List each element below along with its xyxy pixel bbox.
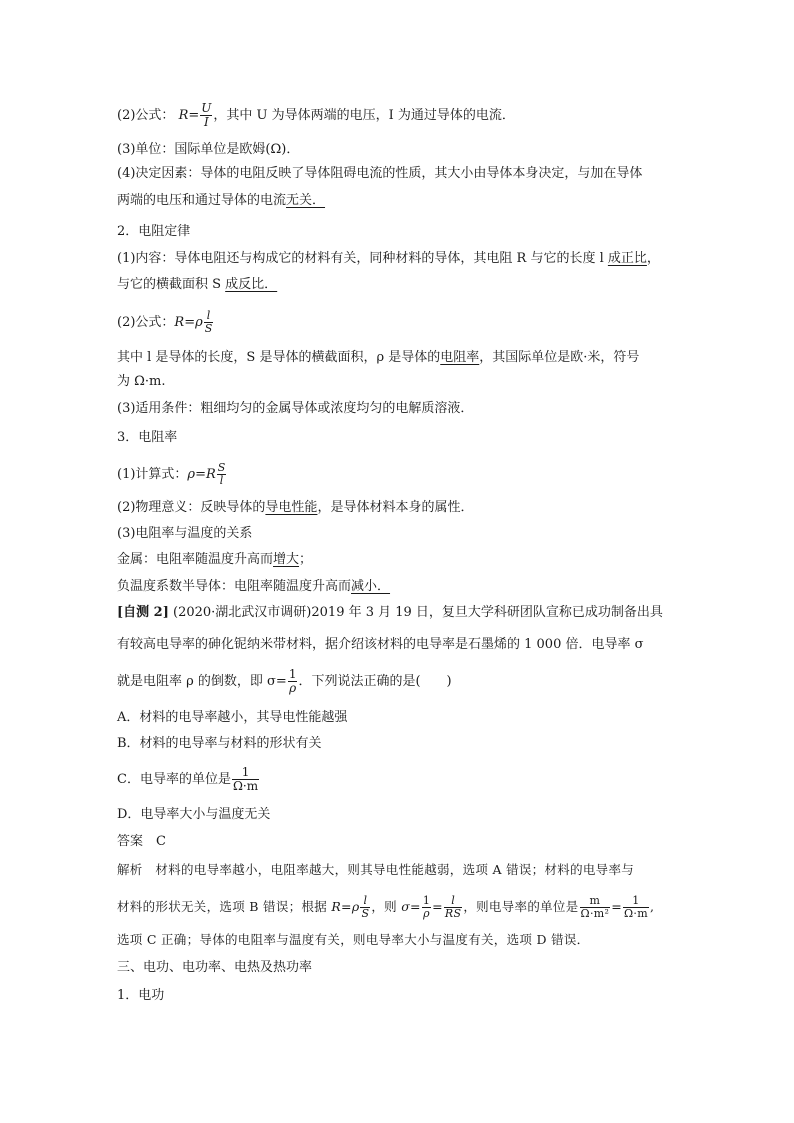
option-d: D．电导率大小与温度无关 xyxy=(117,807,271,822)
law-text: (1)内容：导体电阻还与构成它的材料有关，同种材料的导体，其电阻 R 与它的长度 l xyxy=(117,251,608,266)
underlined-answer: 成正比 xyxy=(607,251,647,266)
semi-text: 负温度系数半导体：电阻率随温度升高而 xyxy=(117,579,352,594)
self-test-line-3 xyxy=(117,668,452,695)
metal-text: ； xyxy=(299,552,313,567)
underlined-answer: 无关． xyxy=(286,193,326,208)
chapter-heading: 三、电功、电功率、电热及热功率 xyxy=(117,960,313,975)
formula-desc: ，其中 U 为导体两端的电压，I 为通过导体的电流． xyxy=(213,108,515,123)
underlined-answer: 导电性能 xyxy=(265,500,318,515)
fraction-l-over-s: $\frac{l}{S}$ xyxy=(204,309,213,335)
subsection-heading: 1．电功 xyxy=(117,988,165,1003)
temperature-relation-line: (3)电阻率与温度的关系 xyxy=(117,526,253,541)
underlined-answer: 电阻率 xyxy=(440,350,480,365)
metal-line xyxy=(117,550,312,570)
question-text: (2020·湖北武汉市调研)2019 年 3 月 19 日，复旦大学科研团队宣称已成功制备出具 xyxy=(173,605,663,620)
analysis-text: 材料的形状无关，选项 B 错误；根据 xyxy=(117,899,332,914)
physical-meaning-line xyxy=(117,498,473,518)
law-formula-line: (2)公式：R=ρ $\frac{l}{S}$ xyxy=(117,309,213,335)
factor-line-1: (4)决定因素：导体的电阻反映了导体阻碍电流的性质，其大小由导体本身决定，与加在导体 xyxy=(117,166,643,181)
meaning-text: (2)物理意义：反映导体的 xyxy=(117,500,266,515)
law-content-line-1 xyxy=(117,249,660,269)
self-test-line-2: 有较高电导率的砷化铌纳米带材料，据介绍该材料的电导率是石墨烯的 1 000 倍．电导率 σ xyxy=(117,637,644,652)
fraction-1-over-om: $\frac{1}{\Omega\cdot m}$ xyxy=(623,894,648,920)
unit-line: (3)单位：国际单位是欧姆(Ω)． xyxy=(117,142,300,157)
law-content-line-2 xyxy=(117,275,277,295)
underlined-answer: 成反比． xyxy=(225,277,278,292)
meaning-text: ，是导体材料本身的属性． xyxy=(317,500,474,515)
analysis-line-3: 选项 C 正确；导体的电阻率与温度有关，则电导率大小与温度有关，选项 D 错误． xyxy=(117,932,590,947)
explain-text: ，其国际单位是欧·米，符号 xyxy=(479,350,640,365)
section-heading-3: 3．电阻率 xyxy=(117,430,178,445)
fraction-unit: $\frac{1}{\Omega\cdot m}$ xyxy=(232,765,259,793)
option-a: A．材料的电导率越小，其导电性能越强 xyxy=(117,710,348,725)
option-c xyxy=(117,766,260,793)
underlined-answer: 增大 xyxy=(273,552,300,567)
factor-text: 两端的电压和通过导体的电流 xyxy=(117,193,287,208)
applicable-condition-line: (3)适用条件：粗细均匀的金属导体或浓度均匀的电解质溶液． xyxy=(117,401,474,416)
factor-line-2 xyxy=(117,191,325,211)
fraction-m-over-om2: $\frac{m}{\text{Ω·m²}}$ xyxy=(580,894,610,920)
explain-text: 其中 l 是导体的长度，S 是导体的横截面积，ρ 是导体的 xyxy=(117,350,441,365)
self-test-tag: [自测 2] xyxy=(117,605,169,620)
option-text: C．电导率的单位是 xyxy=(117,772,231,787)
fraction-s-over-l: $\frac{S}{l}$ xyxy=(217,461,226,487)
fraction-l-over-rs: $\frac{l}{RS}$ xyxy=(444,894,462,920)
fraction-u-over-i: $\frac{U}{I}$ xyxy=(201,101,212,129)
resistance-formula-line: (2)公式： R= $\frac{U}{I}$ ，其中 U 为导体两端的电压，I 为通过导体的电流． xyxy=(117,101,515,129)
analysis-text: ，则 xyxy=(371,899,402,914)
law-explain-line-1 xyxy=(117,348,639,368)
question-text: ．下列说法正确的是( ) xyxy=(298,674,452,689)
option-b: B．材料的电导率与材料的形状有关 xyxy=(117,736,322,751)
law-text: ， xyxy=(646,251,660,266)
analysis-line-2: 材料的形状无关，选项 B 错误；根据 R=ρ $\frac{l}{S}$ ，则 σ= $\frac{1}{\rho}$ = $\frac{l}{RS}$ ，则电导率的单位是 $\frac{m}{\text{Ω·m²}}$ = $\frac{1}{\Omega\cdot m}$ , xyxy=(117,894,655,920)
formula-label: (2)公式： xyxy=(117,315,175,330)
metal-text: 金属：电阻率随温度升高而 xyxy=(117,552,274,567)
self-test-line-1 xyxy=(117,603,663,623)
formula-label: (1)计算式： xyxy=(117,467,188,482)
resistivity-formula-line: (1)计算式：ρ=R $\frac{S}{l}$ xyxy=(117,461,226,487)
question-text: 就是电阻率 ρ 的倒数，即 σ= xyxy=(117,674,287,689)
underlined-answer: 减小． xyxy=(351,579,391,594)
analysis-text: ，则电导率的单位是 xyxy=(463,899,579,914)
fraction-l-over-s: $\frac{l}{S}$ xyxy=(361,894,370,920)
law-text: 与它的横截面积 S xyxy=(117,277,226,292)
answer-line: 答案 C xyxy=(117,834,166,849)
section-heading-2: 2．电阻定律 xyxy=(117,224,191,239)
law-explain-line-2: 为 Ω·m. xyxy=(117,374,166,389)
semiconductor-line xyxy=(117,577,390,597)
fraction-1-over-rho: $\frac{1}{\rho}$ xyxy=(422,894,431,920)
formula-label: (2)公式： xyxy=(117,108,175,123)
analysis-line-1: 解析 材料的电导率越小，电阻率越大，则其导电性能越弱，选项 A 错误；材料的电导率与 xyxy=(117,862,635,877)
fraction-1-over-rho: $\frac{1}{\rho}$ xyxy=(288,667,297,695)
